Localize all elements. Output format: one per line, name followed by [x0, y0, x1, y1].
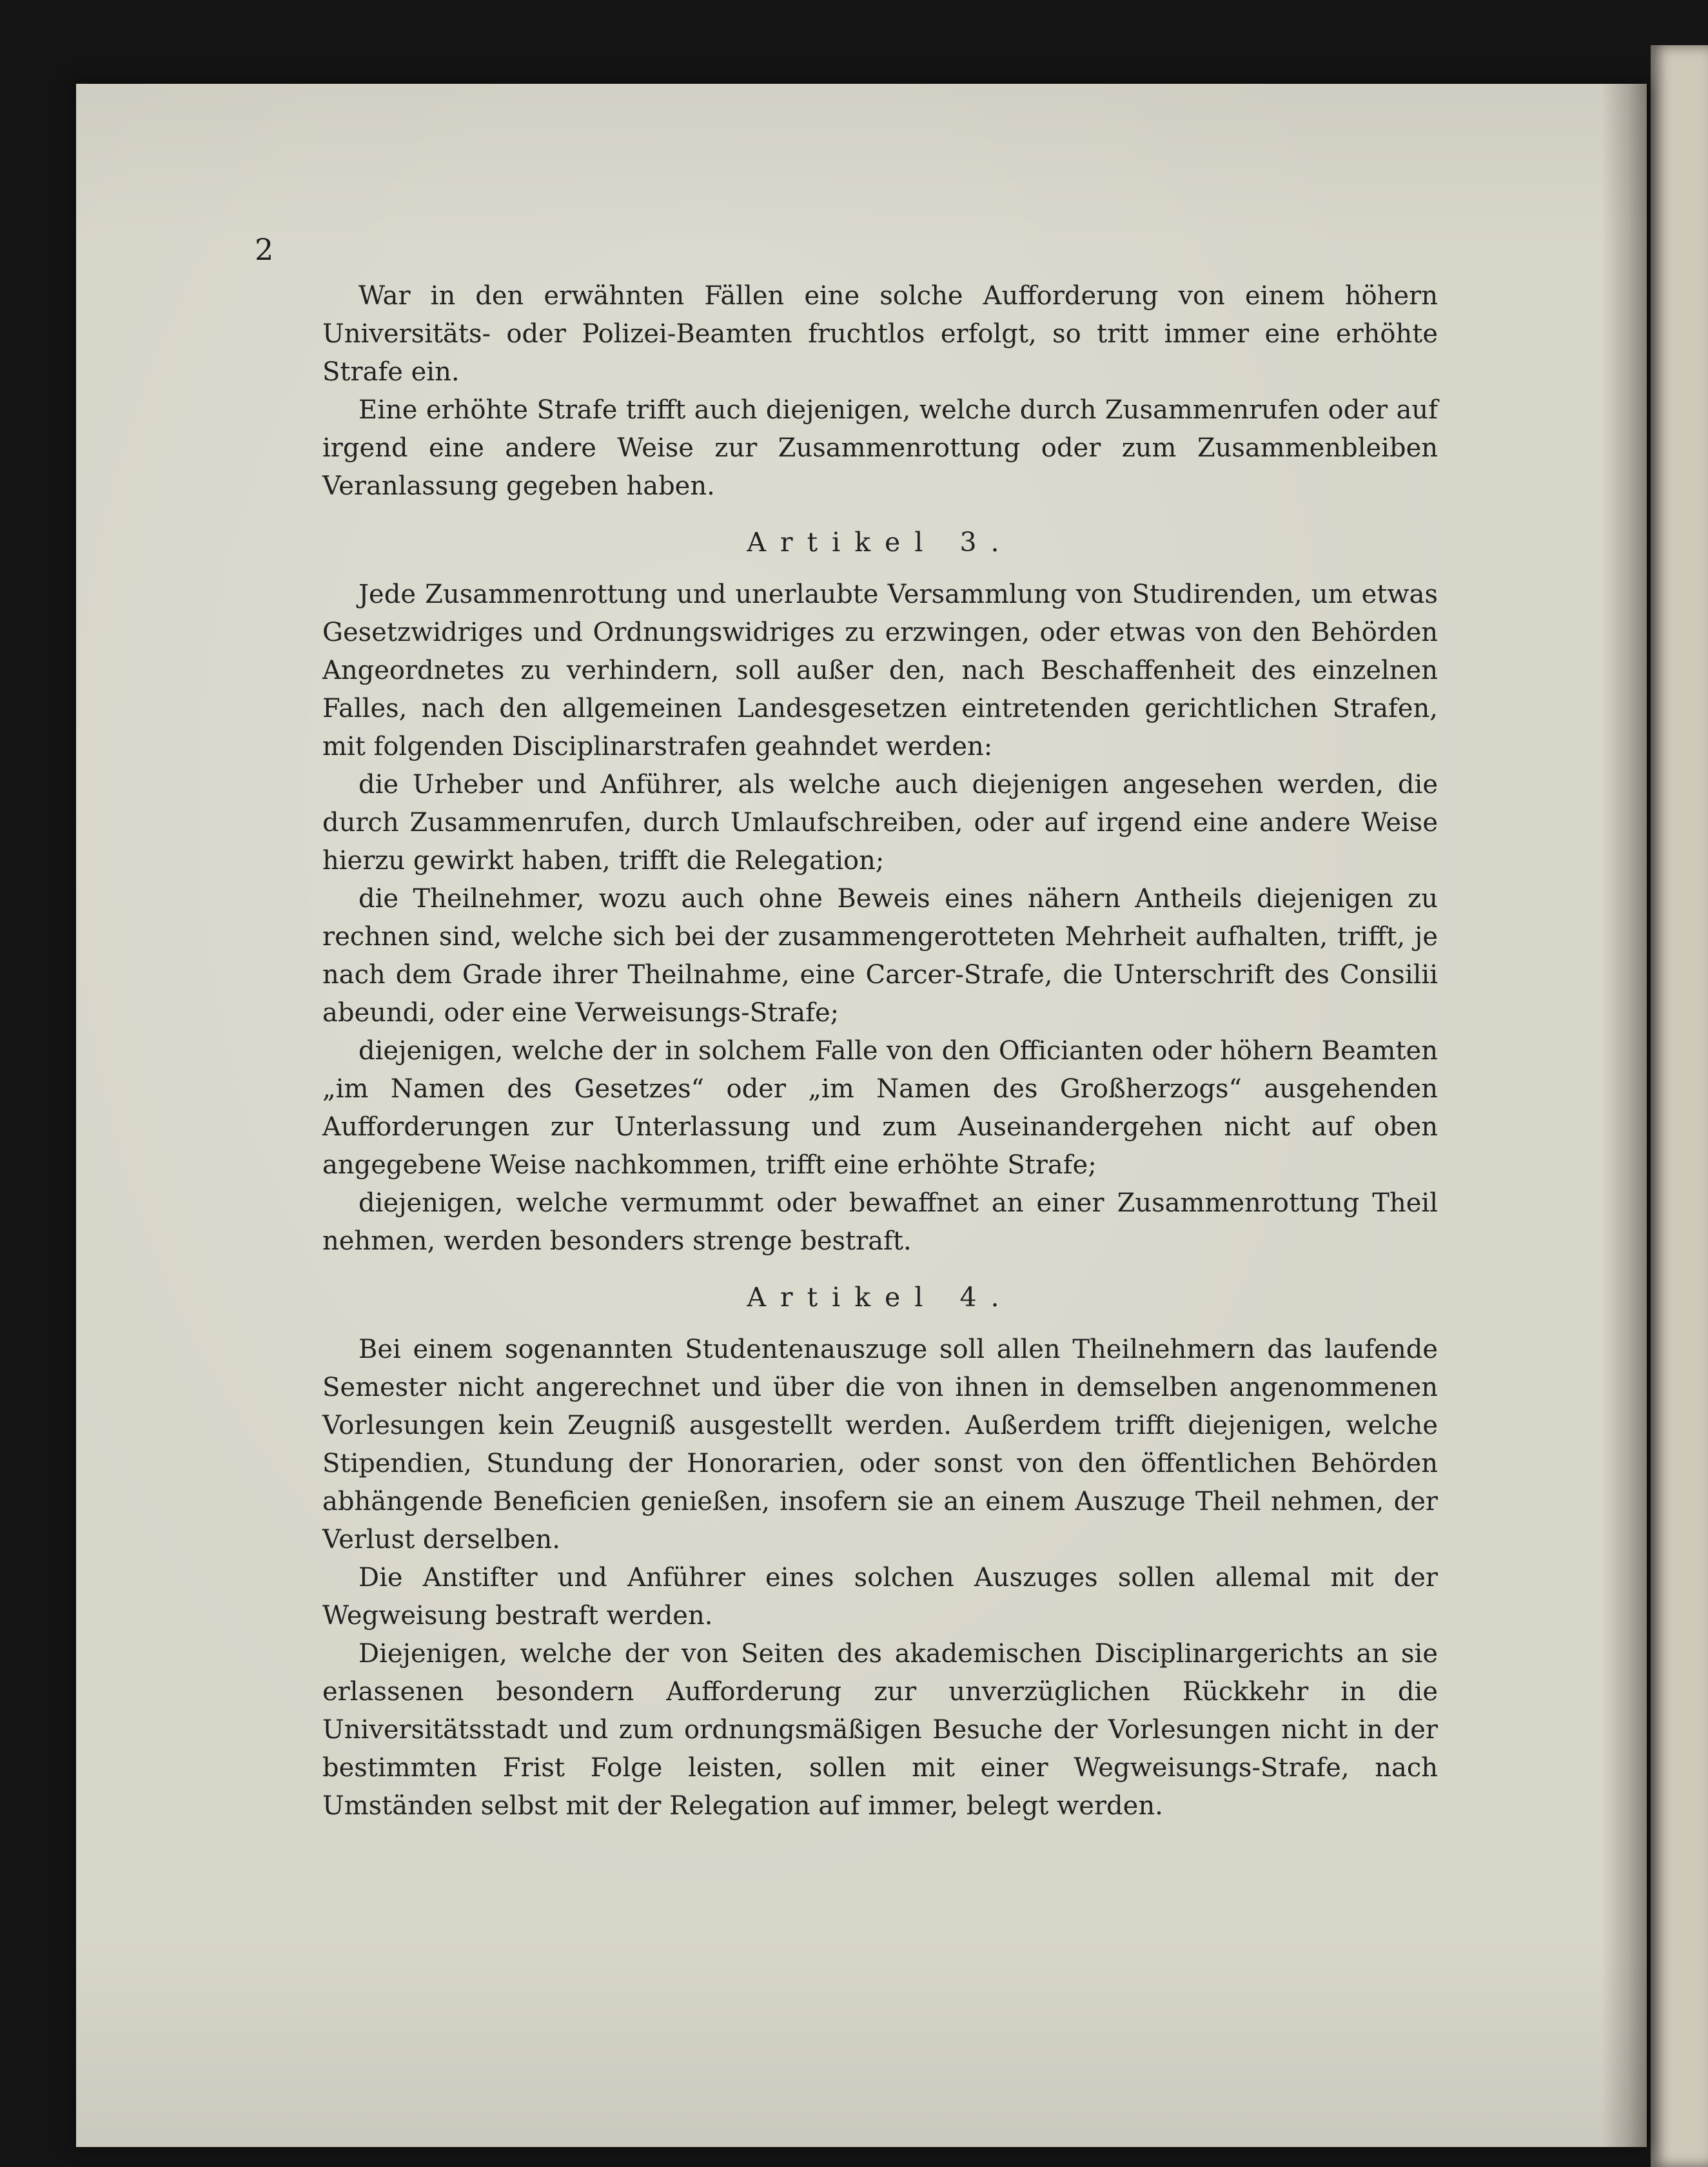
facing-page-edge — [1651, 45, 1708, 2167]
document-body — [322, 277, 1438, 1825]
paragraph-top-2: Eine erhöhte Strafe trifft auch diejenigen, welche durch Zusammenrufen oder auf irgend eine andere Weise zur Zusammenrottung oder zum Zusammenbleiben Veranlassung gegeben haben. — [322, 395, 1438, 501]
article-4-heading: Artikel 4. — [747, 1282, 1014, 1313]
article-3-item: diejenigen, welche vermummt oder bewaffnet an einer Zusammenrottung Theil nehmen, werden besonders strenge bestraft. — [322, 1188, 1438, 1256]
article-4-paragraph: Bei einem sogenannten Studentenauszuge soll allen Theilnehmern das laufende Semester nicht angerechnet und über die von ihnen in demselben angenommenen Vorlesungen kein Zeugniß ausgestellt werden. Außerdem trifft diejenigen, welche Stipendien, Stundung der Honorarien, oder sonst von den öffentlichen Behörden abhängende Beneficien genießen, insofern sie an einem Auszuge Theil nehmen, der Verlust derselben. — [322, 1335, 1438, 1554]
paragraph-top-1: War in den erwähnten Fällen eine solche Aufforderung von einem höhern Universitäts- oder Polizei-Beamten fruchtlos erfolgt, so tritt immer eine erhöhte Strafe ein. — [322, 281, 1438, 387]
page-number: 2 — [255, 232, 274, 267]
article-3-intro: Jede Zusammenrottung und unerlaubte Versammlung von Studirenden, um etwas Gesetzwidriges und Ordnungswidriges zu erzwingen, oder etwas von den Behörden Angeordnetes zu verhindern, soll außer den, nach Beschaffenheit des einzelnen Falles, nach den allgemeinen Landesgesetzen eintretenden gerichtlichen Strafen, mit folgenden Disciplinarstrafen geahndet werden: — [322, 580, 1438, 761]
article-4-paragraph: Die Anstifter und Anführer eines solchen Auszuges sollen allemal mit der Wegweisung bestraft werden. — [322, 1563, 1438, 1631]
article-3-item: diejenigen, welche der in solchem Falle von den Officianten oder höhern Beamten „im Namen des Gesetzes“ oder „im Namen des Großherzogs“ ausgehenden Aufforderungen zur Unterlassung und zum Auseinandergehen nicht auf oben angegebene Weise nachkommen, trifft eine erhöhte Strafe; — [322, 1036, 1438, 1180]
article-4-paragraph: Diejenigen, welche der von Seiten des akademischen Disciplinargerichts an sie erlassenen besondern Aufforderung zur unverzüglichen Rückkehr in die Universitätsstadt und zum ordnungsmäßigen Besuche der Vorlesungen nicht in der bestimmten Frist Folge leisten, sollen mit einer Wegweisungs-Strafe, nach Umständen selbst mit der Relegation auf immer, belegt werden. — [322, 1639, 1438, 1821]
article-3-item: die Theilnehmer, wozu auch ohne Beweis eines nähern Antheils diejenigen zu rechnen sind, welche sich bei der zusammengerotteten Mehrheit aufhalten, trifft, je nach dem Grade ihrer Theilnahme, eine Carcer-Strafe, die Unterschrift des Consilii abeundi, oder eine Verweisungs-Strafe; — [322, 884, 1438, 1028]
article-3-heading: Artikel 3. — [747, 527, 1014, 558]
page-shadow — [1602, 84, 1647, 2147]
article-3-item: die Urheber und Anführer, als welche auch diejenigen angesehen werden, die durch Zusammenrufen, durch Umlaufschreiben, oder auf irgend eine andere Weise hierzu gewirkt haben, trifft die Relegation; — [322, 770, 1438, 876]
